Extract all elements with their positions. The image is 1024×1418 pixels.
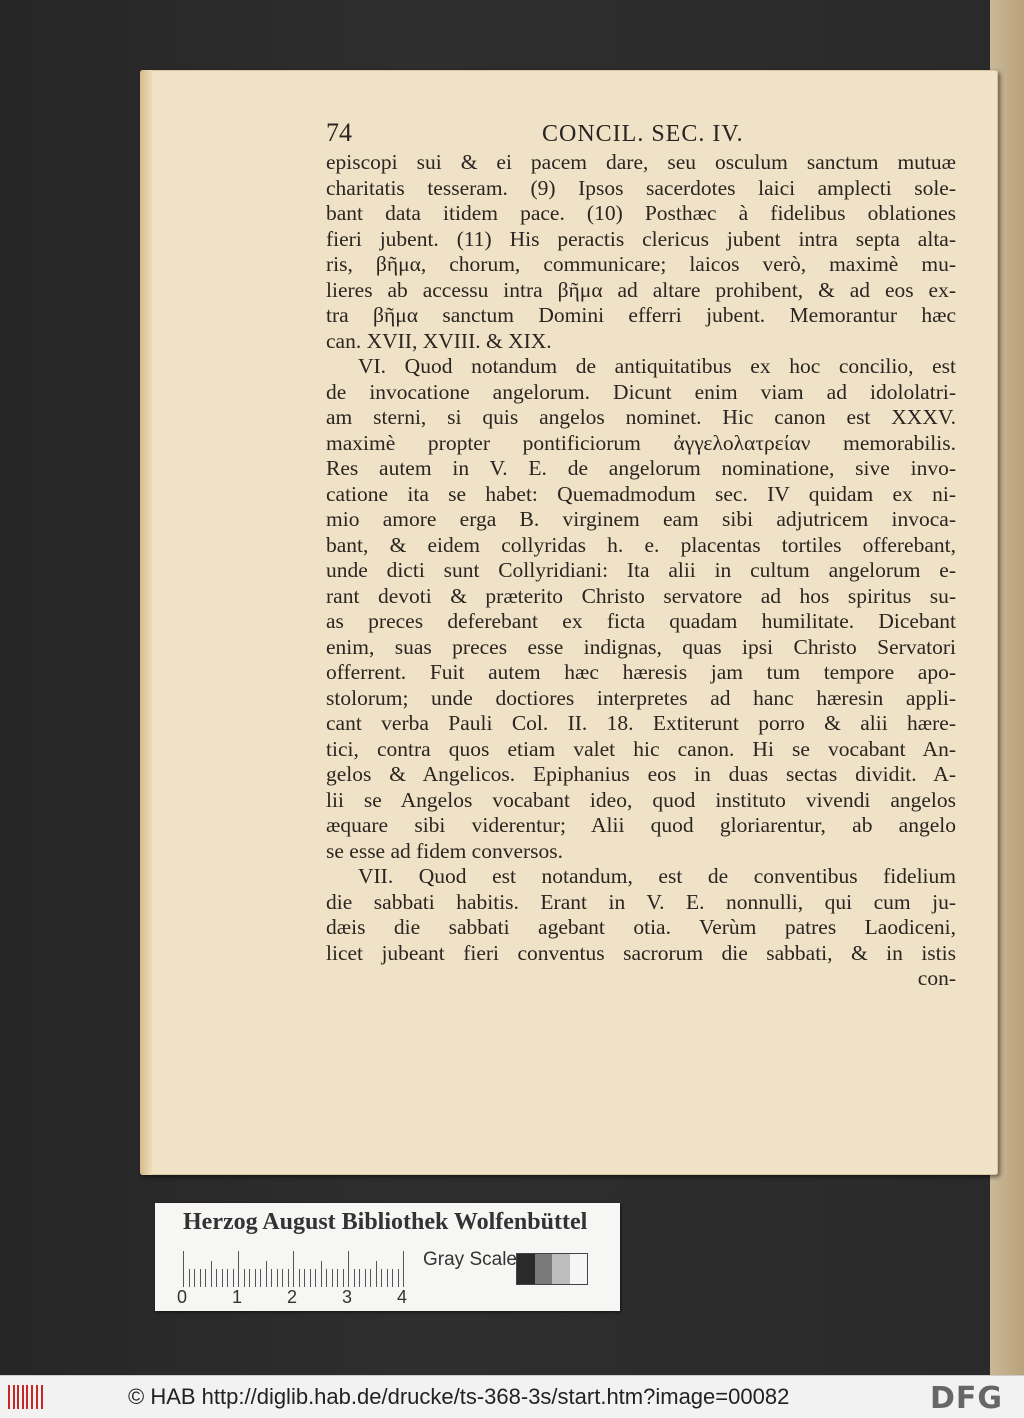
text-line: Res autem in V. E. de angelorum nominatione, sive invo- <box>326 456 956 480</box>
text-line: maximè propter pontificiorum ἀγγελολατρείαν memorabilis. <box>326 430 956 455</box>
text-line: licet jubeant fieri conventus sacrorum die sabbati, & in istis <box>326 940 956 965</box>
text-line: lii se Angelos vocabant ideo, quod instituto vivendi angelos <box>326 787 956 812</box>
page-header <box>326 120 956 150</box>
running-head: CONCIL. SEC. IV. <box>542 121 744 147</box>
text-line: offerrent. Fuit autem hæc hæresis jam tum tempore apo- <box>326 660 956 684</box>
gray-swatch <box>570 1254 588 1284</box>
ruler-number: 0 <box>177 1287 188 1307</box>
text-line: cant verba Pauli Col. II. 18. Extiterunt porro & alii hære- <box>326 711 956 735</box>
ruler-tick <box>403 1251 404 1287</box>
gray-scale-card <box>155 1203 620 1311</box>
ruler-tick <box>359 1269 360 1287</box>
text-line: ris, βῆμα, chorum, communicare; laicos verò, maximè mu- <box>326 252 956 276</box>
ruler <box>183 1251 408 1287</box>
ruler-tick <box>183 1251 184 1287</box>
ruler-tick <box>205 1269 206 1287</box>
text-line: bant data itidem pace. (10) Posthæc à fidelibus oblationes <box>326 201 956 225</box>
library-name: Herzog August Bibliothek Wolfenbüttel <box>183 1209 588 1235</box>
ruler-tick <box>194 1269 195 1287</box>
text-line: am sterni, si quis angelos nominet. Hic canon est XXXV. <box>326 405 956 429</box>
text-line: rant devoti & præterito Christo servatore ad hos spiritus su- <box>326 583 956 608</box>
ruler-tick <box>370 1269 371 1287</box>
text-line: tici, contra quos etiam valet hic canon. Hi se vocabant An- <box>326 736 956 761</box>
footer-bar <box>0 1375 1024 1418</box>
gray-swatch <box>535 1254 553 1284</box>
text-line: bant, & eidem collyridas h. e. placentas tortiles offerebant, <box>326 532 956 557</box>
ruler-tick <box>376 1261 377 1287</box>
ruler-tick <box>392 1269 393 1287</box>
ruler-tick <box>387 1269 388 1287</box>
text-line: mio amore erga B. virginem eam sibi adjutricem invoca- <box>326 507 956 531</box>
text-line: unde dicti sunt Collyridiani: Ita alii in cultum angelorum e- <box>326 558 956 582</box>
ruler-tick <box>277 1269 278 1287</box>
ruler-number: 4 <box>397 1287 408 1307</box>
ruler-tick <box>326 1269 327 1287</box>
ruler-tick <box>293 1251 294 1287</box>
text-line: se esse ad fidem conversos. <box>326 838 564 863</box>
page-edge-shadow <box>140 70 152 1175</box>
ruler-tick <box>299 1269 300 1287</box>
ruler-tick <box>211 1261 212 1287</box>
text-line: tra βῆμα sanctum Domini efferri jubent. Memorantur hæc <box>326 303 956 327</box>
gray-swatches <box>516 1253 588 1285</box>
ruler-tick <box>398 1269 399 1287</box>
ruler-tick <box>233 1269 234 1287</box>
text-line: VII. Quod est notandum, est de conventibus fidelium <box>358 864 956 888</box>
ruler-tick <box>348 1251 349 1287</box>
ruler-tick <box>255 1269 256 1287</box>
page-text <box>326 120 956 992</box>
ruler-tick <box>282 1269 283 1287</box>
copyright-link[interactable]: © HAB http://diglib.hab.de/drucke/ts-368-3s/start.htm?image=00082 <box>128 1384 790 1409</box>
text-line: die sabbati habitis. Erant in V. E. nonnulli, qui cum ju- <box>326 889 956 914</box>
text-line: lieres ab accessu intra βῆμα ad altare prohibent, & ad eos ex- <box>326 277 956 302</box>
text-line: charitatis tesseram. (9) Ipsos sacerdotes laici amplecti sole- <box>326 175 956 200</box>
text-line: as preces deferebant ex ficta quadam humilitate. Dicebant <box>326 609 956 633</box>
ruler-tick <box>354 1269 355 1287</box>
ruler-tick <box>343 1269 344 1287</box>
text-line: VI. Quod notandum de antiquitatibus ex hoc concilio, est <box>358 354 956 378</box>
ruler-tick <box>189 1269 190 1287</box>
ruler-number: 3 <box>342 1287 353 1307</box>
text-line: episcopi sui & ei pacem dare, seu osculum sanctum mutuæ <box>326 150 956 174</box>
dfg-logo: DFG <box>930 1381 1004 1416</box>
gray-swatch <box>517 1254 535 1284</box>
ruler-tick <box>260 1269 261 1287</box>
text-line: gelos & Angelicos. Epiphanius eos in duas sectas dividit. A- <box>326 762 956 786</box>
text-line: æquare sibi viderentur; Alii quod gloriarentur, ab angelo <box>326 813 956 837</box>
ruler-tick <box>266 1261 267 1287</box>
ruler-tick <box>315 1269 316 1287</box>
text-line: enim, suas preces esse indignas, quas ipsi Christo Servatori <box>326 634 956 659</box>
ruler-tick <box>227 1269 228 1287</box>
text-line: dæis die sabbati agebant otia. Verùm patres Laodiceni, <box>326 915 956 939</box>
ruler-tick <box>337 1269 338 1287</box>
barcode-icon <box>8 1385 46 1409</box>
ruler-tick <box>321 1261 322 1287</box>
text-line: stolorum; unde doctiores interpretes ad hanc hæresin appli- <box>326 685 956 710</box>
ruler-tick <box>288 1269 289 1287</box>
text-line: fieri jubent. (11) His peractis clericus jubent intra septa alta- <box>326 226 956 251</box>
page-number: 74 <box>326 118 352 147</box>
text-line: de invocatione angelorum. Dicunt enim viam ad idololatri- <box>326 379 956 404</box>
text-line: catione ita se habet: Quemadmodum sec. IV quidam ex ni- <box>326 481 956 506</box>
ruler-tick <box>365 1269 366 1287</box>
ruler-tick <box>304 1269 305 1287</box>
gray-scale-label: Gray Scale <box>423 1249 517 1270</box>
ruler-tick <box>381 1269 382 1287</box>
ruler-tick <box>271 1269 272 1287</box>
ruler-tick <box>200 1269 201 1287</box>
ruler-tick <box>332 1269 333 1287</box>
ruler-tick <box>310 1269 311 1287</box>
gray-swatch <box>552 1254 570 1284</box>
ruler-tick <box>216 1269 217 1287</box>
ruler-tick <box>238 1251 239 1287</box>
ruler-tick <box>249 1269 250 1287</box>
ruler-tick <box>244 1269 245 1287</box>
ruler-number: 1 <box>232 1287 243 1307</box>
ruler-tick <box>222 1269 223 1287</box>
text-line: can. XVII, XVIII. & XIX. <box>326 328 552 353</box>
ruler-number: 2 <box>287 1287 298 1307</box>
catchword: con- <box>917 966 956 990</box>
text-lines <box>326 150 956 966</box>
